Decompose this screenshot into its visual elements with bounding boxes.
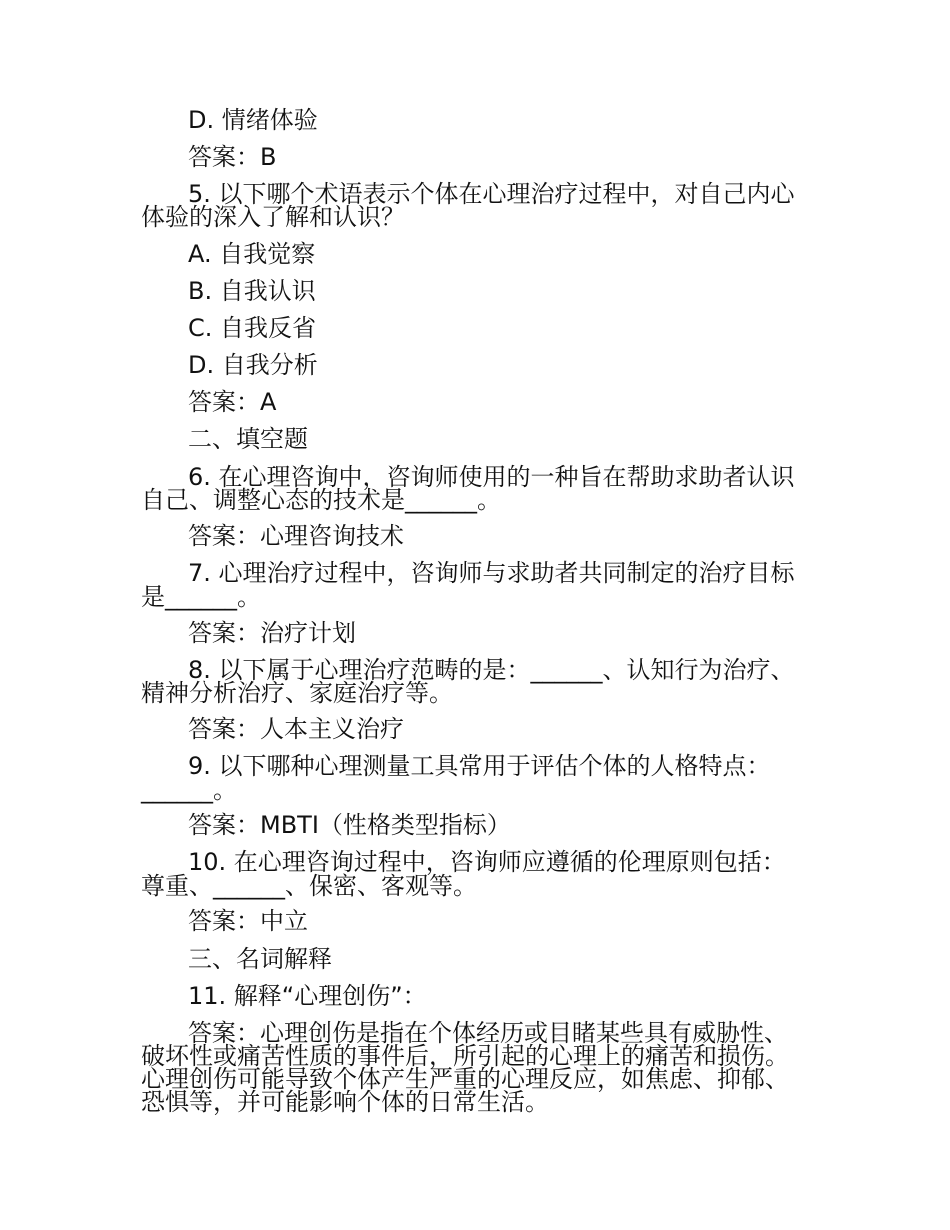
answer-q8: 答案：人本主义治疗 — [188, 715, 404, 743]
question-7-line-2: 是______。 — [141, 583, 261, 611]
question-7-line-1: 7. 心理治疗过程中，咨询师与求助者共同制定的治疗目标 — [188, 559, 795, 587]
question-6-line-1: 6. 在心理咨询中，咨询师使用的一种旨在帮助求助者认识 — [188, 463, 795, 491]
answer-q7: 答案：治疗计划 — [188, 619, 356, 647]
answer-q11-line-4: 恐惧等，并可能影响个体的日常生活。 — [141, 1088, 549, 1116]
question-10-line-1: 10. 在心理咨询过程中，咨询师应遵循的伦理原则包括： — [188, 848, 786, 876]
option-c-self-reflection: C. 自我反省 — [188, 314, 317, 342]
option-b-self-knowledge: B. 自我认识 — [188, 277, 316, 305]
answer-q4: 答案：B — [188, 143, 277, 171]
section-heading-fill-in: 二、填空题 — [188, 425, 308, 453]
question-10-line-2: 尊重、______、保密、客观等。 — [141, 872, 477, 900]
option-d-emotional-experience: D. 情绪体验 — [188, 106, 318, 134]
answer-q11-line-3: 心理创伤可能导致个体产生严重的心理反应，如焦虑、抑郁、 — [141, 1065, 789, 1093]
answer-q9: 答案：MBTI（性格类型指标） — [188, 811, 511, 839]
answer-q10: 答案：中立 — [188, 907, 308, 935]
answer-q11-line-2: 破坏性或痛苦性质的事件后，所引起的心理上的痛苦和损伤。 — [141, 1042, 789, 1070]
answer-q11-line-1: 答案：心理创伤是指在个体经历或目睹某些具有威胁性、 — [188, 1019, 788, 1047]
answer-q5: 答案：A — [188, 388, 277, 416]
question-11: 11. 解释“心理创伤”： — [188, 982, 427, 1010]
question-8-line-1: 8. 以下属于心理治疗范畴的是：______、认知行为治疗、 — [188, 656, 795, 684]
question-9-line-2: ______。 — [141, 776, 237, 804]
question-8-line-2: 精神分析治疗、家庭治疗等。 — [141, 679, 453, 707]
question-6-line-2: 自己、调整心态的技术是______。 — [141, 486, 501, 514]
option-a-self-awareness: A. 自我觉察 — [188, 240, 316, 268]
answer-q6: 答案：心理咨询技术 — [188, 522, 404, 550]
question-9-line-1: 9. 以下哪种心理测量工具常用于评估个体的人格特点： — [188, 752, 771, 780]
question-5-line-1: 5. 以下哪个术语表示个体在心理治疗过程中，对自己内心 — [188, 180, 795, 208]
question-5-line-2: 体验的深入了解和认识？ — [141, 203, 405, 231]
option-d-self-analysis: D. 自我分析 — [188, 351, 318, 379]
section-heading-term-explanation: 三、名词解释 — [188, 945, 332, 973]
